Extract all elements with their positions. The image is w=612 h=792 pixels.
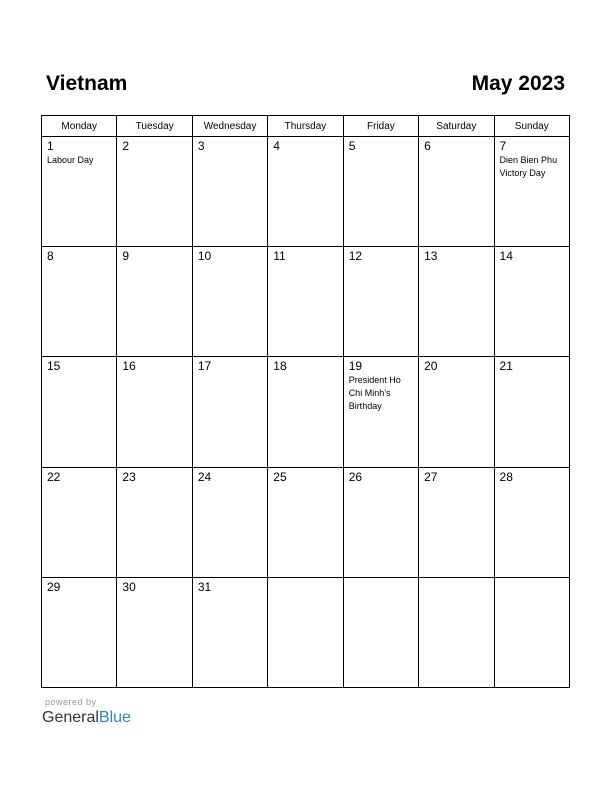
day-cell (343, 247, 418, 357)
holiday-label (419, 484, 493, 485)
weekday-header: Monday (42, 116, 117, 137)
day-number: 13 (424, 249, 438, 264)
holiday-label (117, 594, 191, 595)
day-number: 30 (122, 579, 136, 594)
holiday-label (42, 484, 116, 485)
calendar-grid (41, 115, 570, 688)
holiday-label (495, 484, 569, 485)
brand-general-text: General (42, 709, 99, 726)
holiday-label (193, 263, 267, 264)
holiday-label (419, 373, 493, 374)
day-cell (192, 137, 267, 247)
generalblue-logo[interactable] (42, 708, 131, 728)
weekday-header-row (42, 116, 570, 137)
day-cell (117, 247, 192, 357)
day-number: 15 (47, 359, 61, 374)
day-number: 3 (197, 139, 205, 153)
holiday-label (268, 263, 342, 264)
day-cell (494, 137, 569, 247)
day-number: 2 (122, 139, 130, 153)
holiday-label (268, 484, 342, 485)
holiday-label (419, 263, 493, 264)
day-cell (268, 577, 343, 687)
week-row (42, 577, 570, 687)
day-number: 5 (348, 139, 356, 153)
powered-by-label: powered by (45, 697, 97, 707)
weekday-header: Tuesday (117, 116, 192, 137)
holiday-label (193, 373, 267, 374)
holiday-label (268, 373, 342, 374)
day-cell (343, 357, 418, 467)
country-title: Vietnam (46, 72, 128, 95)
day-cell (42, 137, 117, 247)
day-number: 22 (47, 469, 61, 484)
day-number: 6 (424, 139, 431, 153)
day-cell (343, 137, 418, 247)
day-number: 29 (47, 579, 61, 594)
day-number: 17 (197, 359, 212, 374)
day-number: 16 (122, 359, 136, 374)
week-row (42, 247, 570, 357)
day-cell (343, 467, 418, 577)
day-number: 7 (499, 139, 507, 153)
holiday-label (117, 373, 191, 374)
day-cell (419, 357, 494, 467)
holiday-label (42, 594, 116, 595)
brand-blue-text: Blue (98, 709, 131, 726)
day-number: 20 (424, 359, 438, 374)
day-cell (117, 467, 192, 577)
day-cell (268, 247, 343, 357)
holiday-label: President Ho Chi Minh’s Birthday (348, 375, 401, 412)
day-number: 8 (47, 249, 54, 264)
day-cell (268, 137, 343, 247)
day-cell (42, 577, 117, 687)
day-number: 31 (197, 579, 212, 594)
holiday-label (495, 580, 569, 581)
day-number: 24 (197, 469, 212, 484)
day-number: 19 (348, 359, 363, 374)
weekday-header: Friday (343, 116, 418, 137)
day-cell (192, 467, 267, 577)
day-cell (117, 357, 192, 467)
day-cell (192, 577, 267, 687)
weekday-header: Sunday (494, 116, 569, 137)
day-cell (192, 357, 267, 467)
holiday-label (268, 580, 342, 581)
holiday-label (42, 263, 116, 264)
holiday-label (193, 594, 267, 595)
day-cell (117, 577, 192, 687)
holiday-label (495, 263, 569, 264)
week-row (42, 467, 570, 577)
day-cell (343, 577, 418, 687)
day-cell (419, 467, 494, 577)
day-cell (42, 357, 117, 467)
holiday-label: Dien Bien Phu Victory Day (499, 155, 558, 178)
holiday-label (419, 153, 493, 154)
holiday-label: Labour Day (47, 155, 94, 165)
day-number: 10 (197, 249, 212, 264)
day-number: 14 (499, 249, 513, 264)
day-number: 12 (348, 249, 363, 264)
day-cell (42, 247, 117, 357)
day-number: 4 (273, 139, 280, 153)
day-cell (494, 577, 569, 687)
day-number: 25 (273, 469, 287, 484)
day-number: 23 (122, 469, 136, 484)
day-number: 9 (122, 249, 130, 264)
holiday-label (495, 373, 569, 374)
holiday-label (344, 580, 418, 581)
holiday-label (344, 484, 418, 485)
day-cell (42, 467, 117, 577)
holiday-label (268, 153, 342, 154)
day-number: 21 (499, 359, 513, 374)
day-cell (268, 357, 343, 467)
day-cell (419, 577, 494, 687)
day-cell (117, 137, 192, 247)
day-number: 28 (499, 469, 513, 484)
day-number: 18 (273, 359, 287, 374)
holiday-label (344, 263, 418, 264)
weekday-header: Wednesday (192, 116, 267, 137)
day-number: 26 (348, 469, 363, 484)
holiday-label (419, 580, 493, 581)
month-title: May 2023 (471, 72, 565, 95)
holiday-label (117, 263, 191, 264)
day-cell (419, 247, 494, 357)
week-row (42, 137, 570, 247)
week-row (42, 357, 570, 467)
holiday-label (117, 484, 191, 485)
day-cell (192, 247, 267, 357)
day-number: 1 (47, 139, 54, 153)
holiday-label (42, 373, 116, 374)
weekday-header: Thursday (268, 116, 343, 137)
day-cell (494, 247, 569, 357)
day-number: 27 (424, 469, 438, 484)
weekday-header: Saturday (419, 116, 494, 137)
day-cell (268, 467, 343, 577)
holiday-label (117, 153, 191, 154)
day-number: 11 (273, 249, 286, 264)
holiday-label (193, 153, 267, 154)
holiday-label (344, 153, 418, 154)
day-cell (494, 467, 569, 577)
day-cell (494, 357, 569, 467)
day-cell (419, 137, 494, 247)
holiday-label (193, 484, 267, 485)
